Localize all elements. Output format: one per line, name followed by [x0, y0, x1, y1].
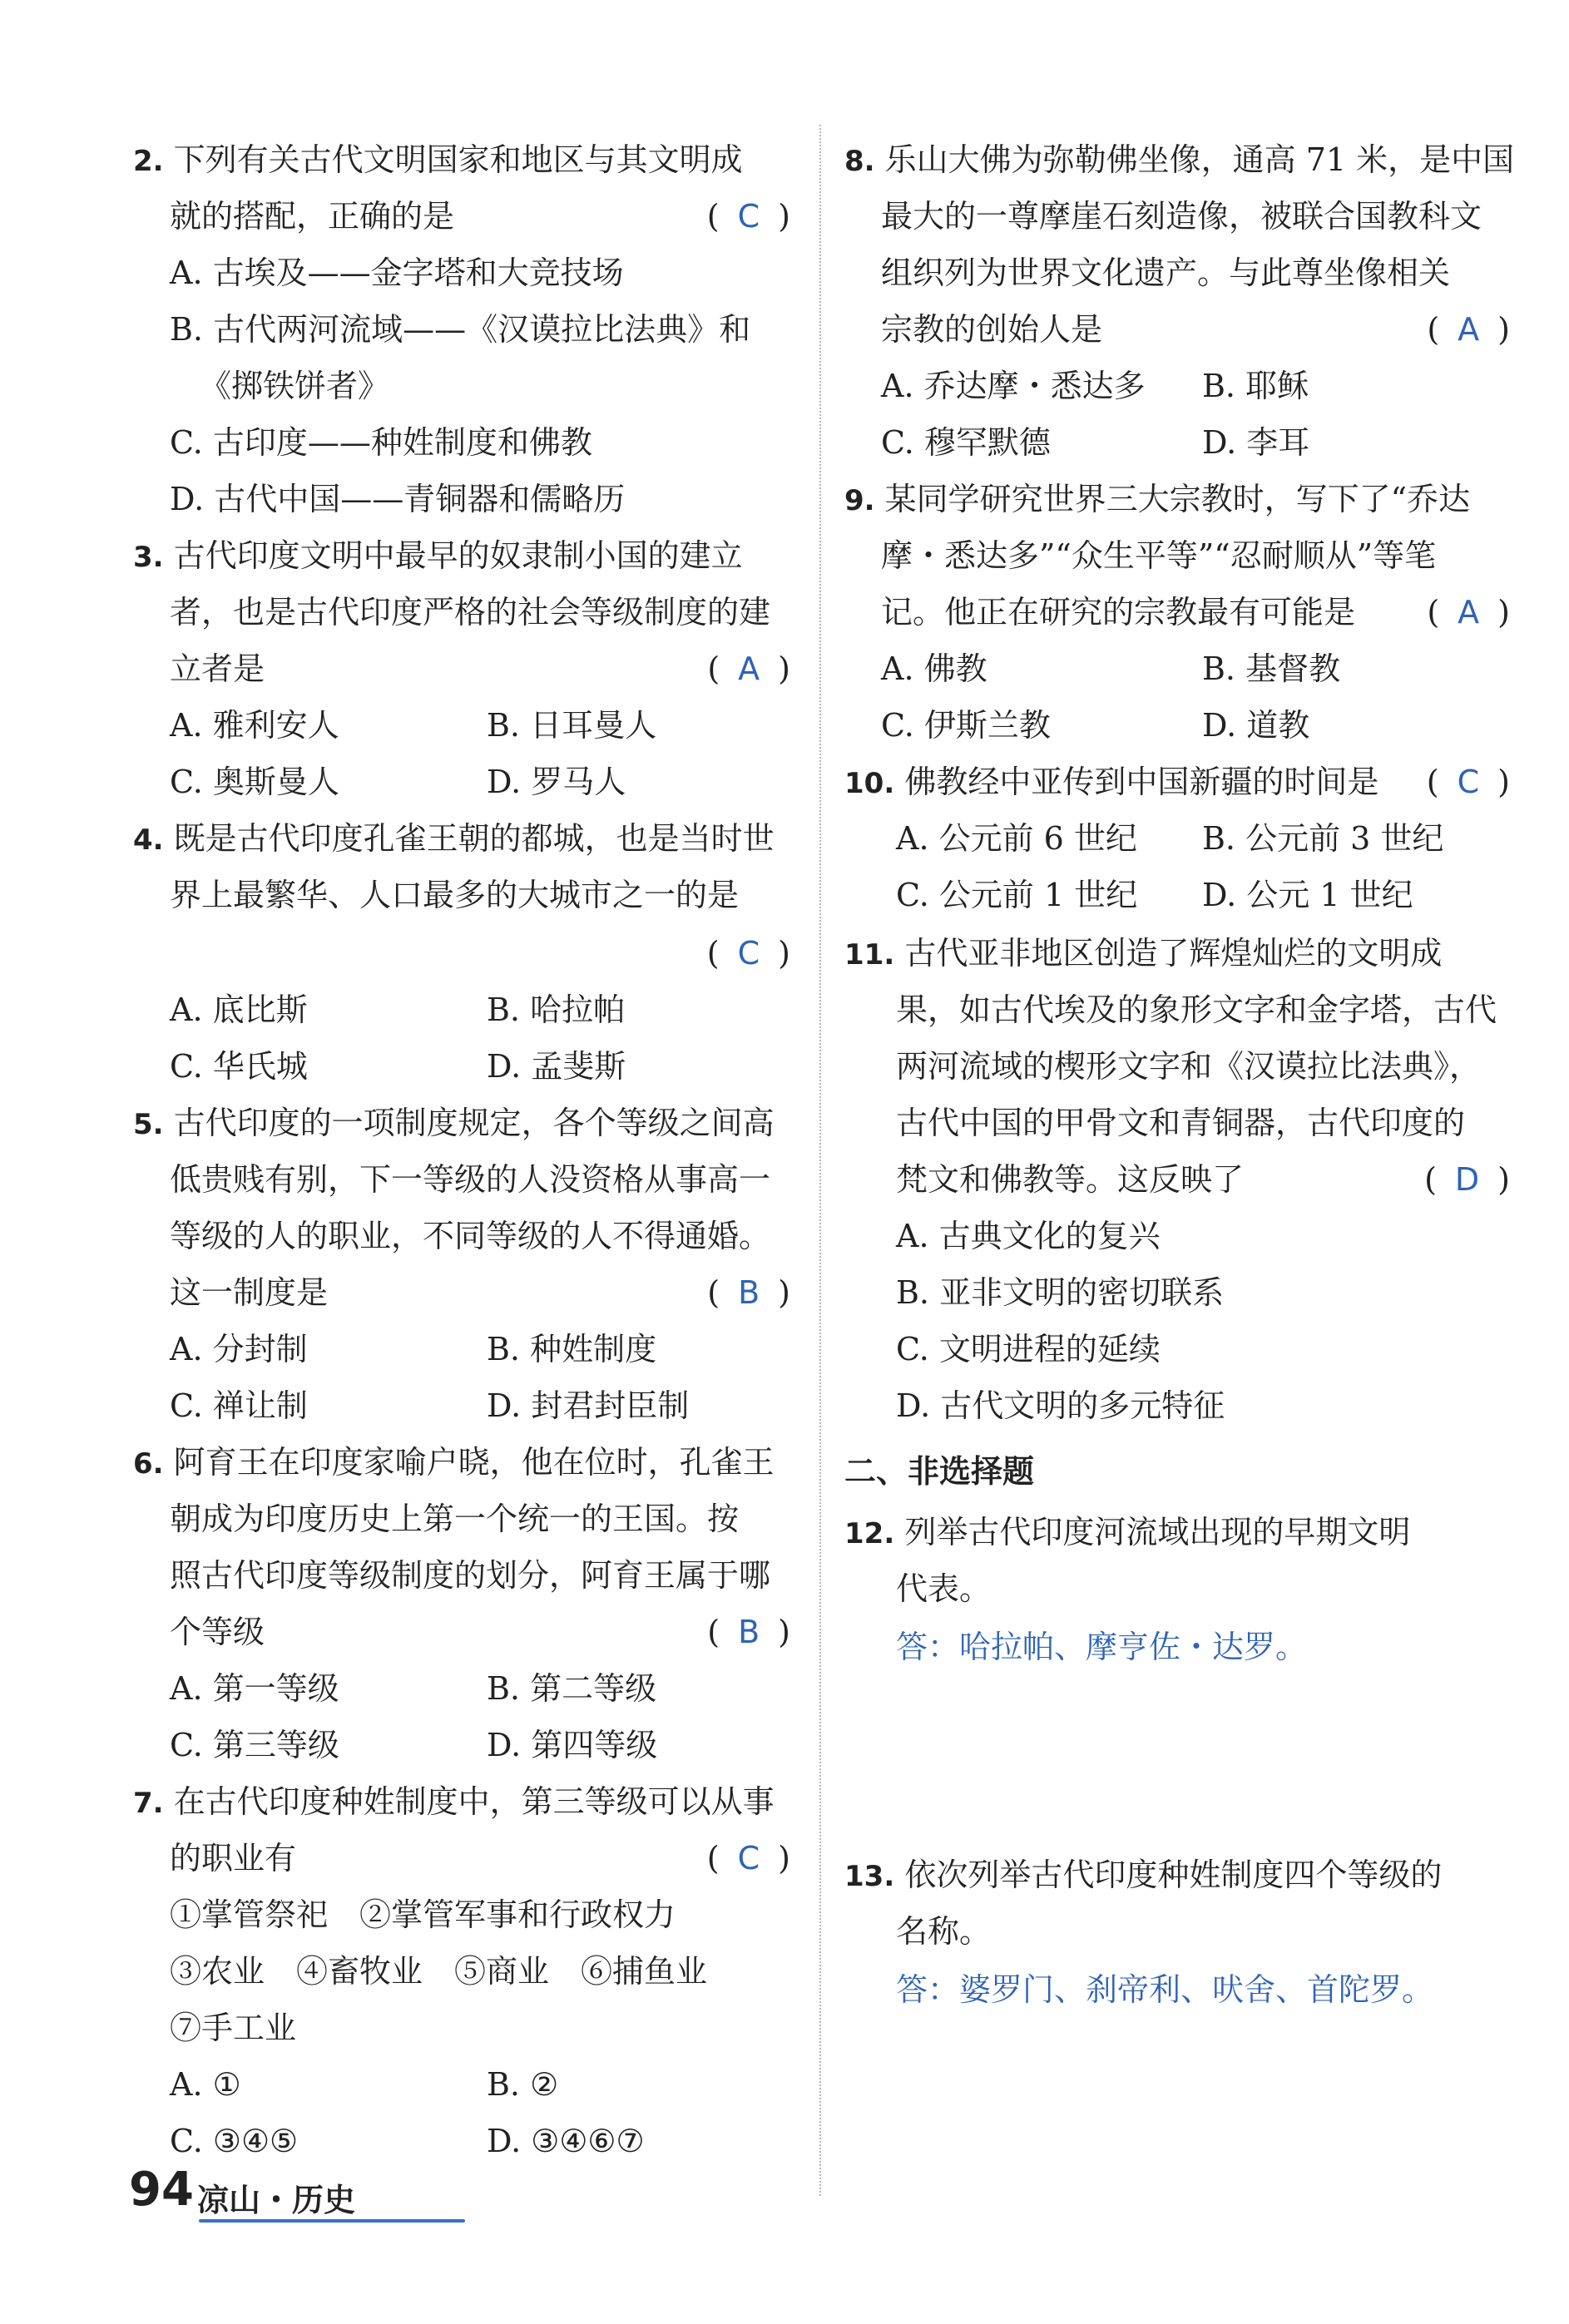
option-d: D. 道教 — [1202, 707, 1310, 744]
question-number: 4. — [133, 823, 164, 857]
option-b: B. 第二等级 — [487, 1670, 657, 1707]
question-text: 名称。 — [896, 1913, 992, 1950]
option-a: A. 第一等级 — [170, 1670, 339, 1707]
question-text: 照古代印度等级制度的划分，阿育王属于哪 — [170, 1557, 771, 1594]
option-b: B. 种姓制度 — [487, 1331, 657, 1367]
question-text: 阿育王在印度家喻户晓，他在位时，孔雀王 — [173, 1444, 775, 1481]
answer-bracket: ( A ) — [1427, 594, 1510, 630]
question-text: 立者是 — [170, 650, 265, 687]
question-number: 10. — [844, 767, 895, 800]
question-text: 朝成为印度历史上第一个统一的王国。按 — [170, 1501, 740, 1537]
item-list: ①掌管祭祀 ②掌管军事和行政权力 — [170, 1896, 676, 1933]
question-text: 古代印度文明中最早的奴隶制小国的建立 — [173, 537, 743, 574]
answer-letter: C — [737, 1840, 760, 1877]
option-a: A. 乔达摩・悉达多 — [881, 368, 1146, 404]
option-d: D. 古代文明的多元特征 — [896, 1387, 1225, 1424]
question-text: 果，如古代埃及的象形文字和金字塔，古代 — [896, 991, 1497, 1028]
section-heading: 二、非选择题 — [844, 1453, 1035, 1490]
question-text: 某同学研究世界三大宗教时，写下了“乔达 — [884, 481, 1471, 517]
answer-bracket: ( B ) — [707, 1274, 790, 1311]
question-number: 2. — [133, 145, 164, 178]
option-c: C. 文明进程的延续 — [896, 1331, 1161, 1367]
question-text: 等级的人的职业，不同等级的人不得通婚。 — [170, 1218, 771, 1254]
answer-bracket: ( B ) — [707, 1614, 790, 1650]
question-text: 摩・悉达多”“众生平等”“忍耐顺从”等笔 — [881, 537, 1437, 574]
question-text: 依次列举古代印度种姓制度四个等级的 — [904, 1857, 1443, 1893]
option-a: A. 公元前 6 世纪 — [896, 820, 1137, 857]
column-divider — [819, 125, 821, 2196]
answer-letter: A — [1458, 594, 1480, 630]
answer-letter: A — [1458, 311, 1480, 348]
question-number: 9. — [844, 484, 875, 517]
option-d: D. 古代中国——青铜器和儒略历 — [170, 481, 626, 517]
option-a: A. 佛教 — [881, 650, 987, 687]
option-b: B. 耶稣 — [1202, 368, 1309, 404]
item-list: ⑦手工业 — [170, 2010, 297, 2046]
answer-text: 答：婆罗门、刹帝利、吠舍、首陀罗。 — [896, 1971, 1434, 2008]
question-text: 界上最繁华、人口最多的大城市之一的是 — [170, 877, 740, 913]
answer-bracket: ( D ) — [1424, 1161, 1510, 1198]
footer-underline — [199, 2219, 465, 2223]
question-number: 13. — [844, 1860, 895, 1893]
footer-subject: 凉山・历史 — [197, 2182, 356, 2218]
answer-text: 答：哈拉帕、摩亨佐・达罗。 — [896, 1629, 1308, 1665]
answer-bracket: ( A ) — [707, 650, 790, 687]
option-a: A. 古典文化的复兴 — [896, 1218, 1161, 1254]
option-c: C. ③④⑤ — [170, 2123, 299, 2159]
item-list: ③农业 ④畜牧业 ⑤商业 ⑥捕鱼业 — [170, 1953, 708, 1990]
answer-letter: C — [1457, 764, 1480, 800]
question-text: 低贵贱有别，下一等级的人没资格从事高一 — [170, 1161, 771, 1198]
option-c: C. 伊斯兰教 — [881, 707, 1051, 744]
answer-letter: D — [1454, 1161, 1480, 1198]
question-text: 古代亚非地区创造了辉煌灿烂的文明成 — [904, 935, 1443, 972]
question-number: 8. — [844, 145, 875, 178]
question-text: 记。他正在研究的宗教最有可能是 — [881, 594, 1356, 630]
option-c: C. 古印度——种姓制度和佛教 — [170, 424, 592, 461]
option-b: B. 日耳曼人 — [487, 707, 657, 744]
option-a: A. 雅利安人 — [170, 707, 339, 744]
option-d: D. 孟斐斯 — [487, 1048, 626, 1085]
answer-letter: B — [738, 1614, 760, 1650]
question-text: 古代中国的甲骨文和青铜器，古代印度的 — [896, 1105, 1466, 1141]
question-number: 7. — [133, 1787, 164, 1820]
page-number: 94 — [129, 2163, 194, 2217]
option-a: A. 底比斯 — [170, 991, 308, 1028]
option-b: B. 亚非文明的密切联系 — [896, 1274, 1225, 1311]
question-text: 者，也是古代印度严格的社会等级制度的建 — [170, 594, 771, 630]
question-text: 组织列为世界文化遗产。与此尊坐像相关 — [881, 255, 1451, 291]
question-text: 宗教的创始人是 — [881, 311, 1103, 348]
question-text: 佛教经中亚传到中国新疆的时间是 — [904, 764, 1379, 800]
question-text: 乐山大佛为弥勒佛坐像，通高 71 米，是中国 — [884, 141, 1515, 178]
option-b: B. ② — [487, 2066, 559, 2103]
question-text: 就的搭配，正确的是 — [170, 198, 455, 235]
option-c: C. 奥斯曼人 — [170, 764, 339, 800]
answer-letter: B — [738, 1274, 760, 1311]
answer-bracket: ( C ) — [706, 198, 790, 235]
answer-bracket: ( C ) — [1426, 764, 1510, 800]
option-b: B. 哈拉帕 — [487, 991, 626, 1028]
question-text: 既是古代印度孔雀王朝的都城，也是当时世 — [173, 820, 775, 857]
answer-bracket: ( C ) — [706, 935, 790, 972]
option-a: A. 分封制 — [170, 1331, 308, 1367]
question-text: 最大的一尊摩崖石刻造像，被联合国教科文 — [881, 198, 1482, 235]
option-c: C. 华氏城 — [170, 1048, 308, 1085]
option-c: C. 穆罕默德 — [881, 424, 1051, 461]
option-b: B. 古代两河流域——《汉谟拉比法典》和 — [170, 311, 751, 348]
option-c: C. 禅让制 — [170, 1387, 308, 1424]
answer-letter: C — [737, 935, 760, 972]
question-text: 梵文和佛教等。这反映了 — [896, 1161, 1245, 1198]
question-text: 列举古代印度河流域出现的早期文明 — [904, 1514, 1411, 1550]
answer-bracket: ( C ) — [706, 1840, 790, 1877]
option-d: D. 罗马人 — [487, 764, 626, 800]
question-number: 12. — [844, 1517, 895, 1550]
option-a: A. ① — [170, 2066, 241, 2103]
question-text: 这一制度是 — [170, 1274, 329, 1311]
question-number: 5. — [133, 1108, 164, 1141]
option-d: D. 李耳 — [1202, 424, 1310, 461]
answer-letter: C — [737, 198, 760, 235]
option-c: C. 公元前 1 世纪 — [896, 877, 1138, 913]
option-c: C. 第三等级 — [170, 1727, 339, 1763]
question-text: 的职业有 — [170, 1840, 297, 1877]
option-a: A. 古埃及——金字塔和大竞技场 — [170, 255, 624, 291]
question-text: 代表。 — [896, 1570, 992, 1607]
answer-letter: A — [738, 650, 760, 687]
question-text: 下列有关古代文明国家和地区与其文明成 — [173, 141, 743, 178]
option-d: D. 封君封臣制 — [487, 1387, 690, 1424]
question-text: 古代印度的一项制度规定，各个等级之间高 — [173, 1105, 775, 1141]
option-b: B. 基督教 — [1202, 650, 1341, 687]
question-text: 个等级 — [170, 1614, 265, 1650]
option-b-cont: 《掷铁饼者》 — [200, 368, 390, 404]
question-number: 11. — [844, 938, 895, 972]
option-d: D. ③④⑥⑦ — [487, 2123, 645, 2159]
question-text: 两河流域的楔形文字和《汉谟拉比法典》， — [896, 1048, 1482, 1085]
option-d: D. 第四等级 — [487, 1727, 658, 1763]
option-b: B. 公元前 3 世纪 — [1202, 820, 1444, 857]
question-number: 6. — [133, 1447, 164, 1481]
option-d: D. 公元 1 世纪 — [1202, 877, 1413, 913]
question-text: 在古代印度种姓制度中，第三等级可以从事 — [173, 1783, 775, 1820]
answer-bracket: ( A ) — [1427, 311, 1510, 348]
question-number: 3. — [133, 541, 164, 574]
